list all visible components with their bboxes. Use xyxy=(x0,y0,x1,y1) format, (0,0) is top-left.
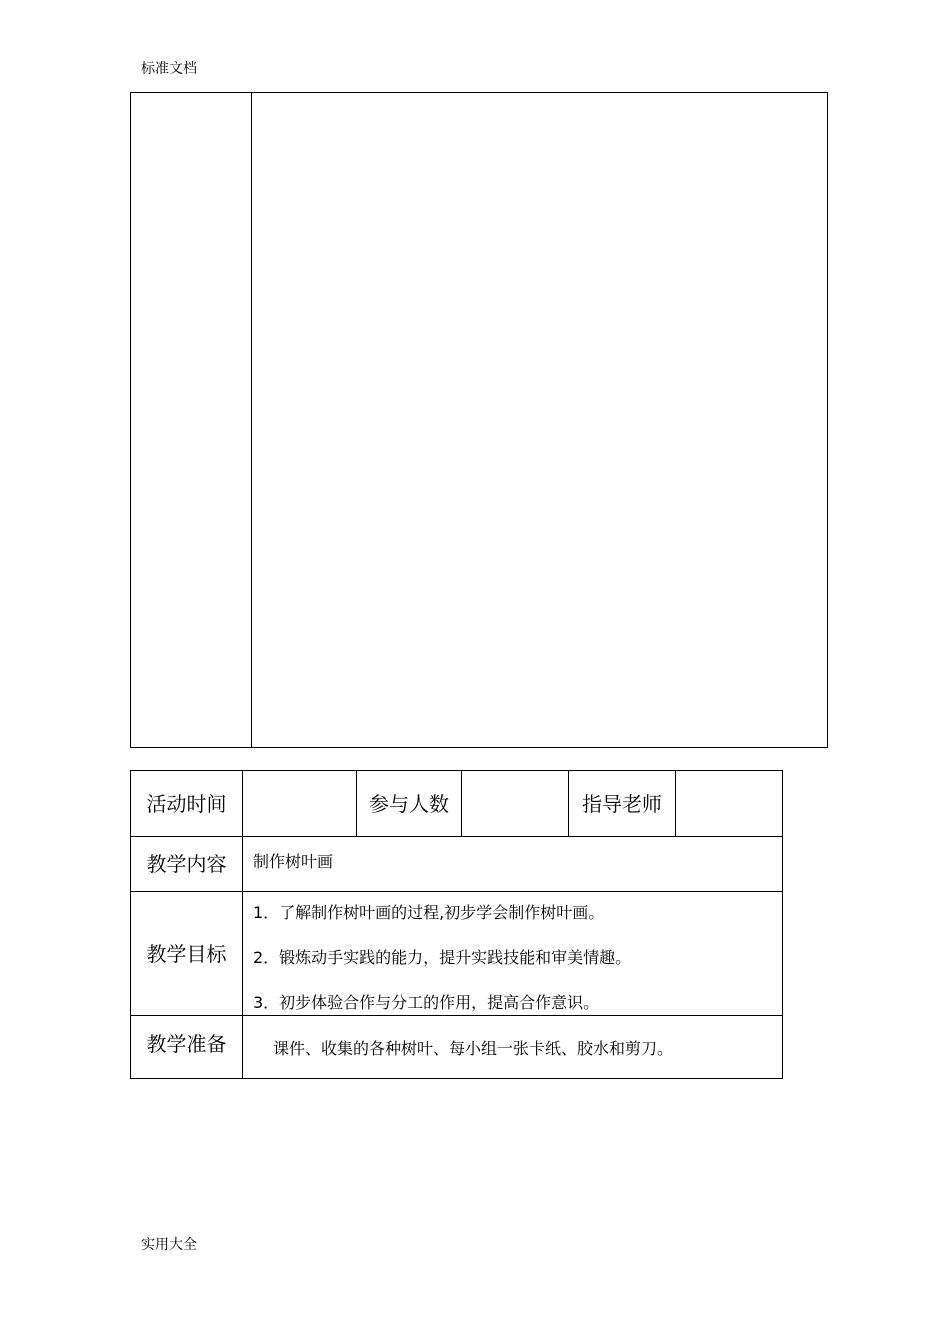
goals-label: 教学目标 xyxy=(131,892,243,1016)
prep-label: 教学准备 xyxy=(131,1016,243,1079)
goals-list xyxy=(243,892,783,1016)
table-row xyxy=(131,1016,783,1079)
participants-value xyxy=(462,771,569,837)
lesson-plan-table xyxy=(130,770,783,1079)
participants-label: 参与人数 xyxy=(357,771,462,837)
content-value: 制作树叶画 xyxy=(243,837,783,892)
table-row xyxy=(131,837,783,892)
goal-item: 2．锻炼动手实践的能力，提升实践技能和审美情趣。 xyxy=(253,948,632,967)
table-row xyxy=(131,771,783,837)
table-row xyxy=(131,892,783,1016)
goal-item: 1．了解制作树叶画的过程,初步学会制作树叶画。 xyxy=(253,903,605,922)
page-footer: 实用大全 xyxy=(141,1237,197,1253)
continuation-table xyxy=(130,92,828,748)
teacher-value xyxy=(676,771,783,837)
time-value xyxy=(243,771,357,837)
time-label: 活动时间 xyxy=(131,771,243,837)
content-label: 教学内容 xyxy=(131,837,243,892)
prep-value: 课件、收集的各种树叶、每小组一张卡纸、胶水和剪刀。 xyxy=(243,1016,783,1079)
page-header: 标准文档 xyxy=(141,61,197,77)
column-divider xyxy=(251,93,252,747)
goal-item: 3．初步体验合作与分工的作用，提高合作意识。 xyxy=(253,993,600,1012)
teacher-label: 指导老师 xyxy=(569,771,676,837)
